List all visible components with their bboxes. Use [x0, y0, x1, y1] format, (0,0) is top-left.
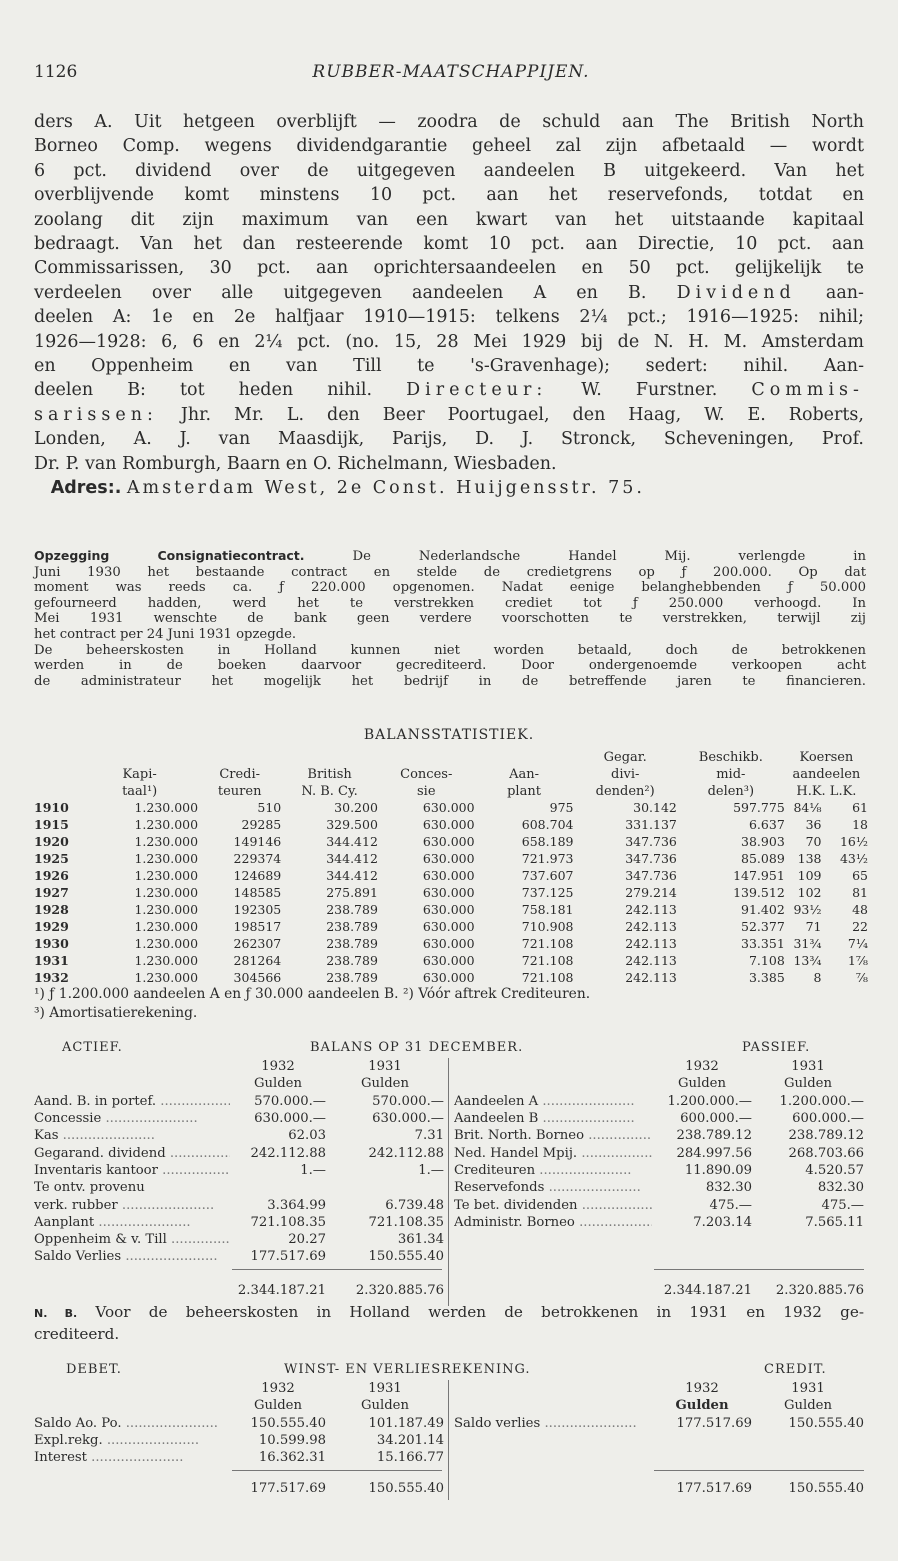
account-row: [34, 1162, 444, 1179]
account-row: [34, 1179, 444, 1196]
table-row: [34, 816, 868, 833]
table-cell: 597.775: [733, 800, 785, 815]
account-label: Reservefonds .....: [454, 1179, 652, 1196]
table-cell: 630.000: [422, 800, 475, 815]
table-cell: 242.113: [625, 919, 677, 934]
table-cell: 242.113: [625, 902, 677, 917]
account-value: 3.364.99: [267, 1197, 326, 1213]
account-value: 570.000.—: [254, 1093, 326, 1109]
body-paragraph: [34, 110, 864, 501]
body-line-directeur: deelen B: tot heden nihil. Directeur: W. Furstner. Commis-: [34, 380, 864, 401]
table-cell: 630.000: [422, 936, 475, 951]
table-cell: 71: [805, 919, 822, 934]
table-cell: 229374: [233, 851, 282, 866]
account-row: [34, 1110, 444, 1127]
table-cell: 30.142: [633, 800, 677, 815]
account-value: 1.200.000.—: [667, 1093, 752, 1109]
dividend-term: Dividend: [676, 282, 796, 303]
table-cell: 124689: [233, 868, 282, 883]
table-cell: 344.412: [326, 834, 378, 849]
body-line: deelen A: 1e en 2e halfjaar 1910—1915: telkens 2¼ pct.; 1916—1925: nihil;: [34, 307, 864, 328]
table-row: [34, 799, 868, 816]
account-value: 6.739.48: [385, 1197, 444, 1213]
account-row: [454, 1179, 864, 1196]
table-cell: 7.108: [748, 953, 785, 968]
year-cell: 1920: [34, 834, 69, 849]
table-cell: 1.230.000: [134, 800, 199, 815]
table-cell: 1.230.000: [134, 919, 199, 934]
account-label: Aanplant .....: [34, 1214, 230, 1231]
account-value: 1.200.000.—: [779, 1093, 864, 1109]
account-label: Brit. North. Borneo .....: [454, 1127, 652, 1144]
account-row: [454, 1110, 864, 1127]
account-value: 150.555.40: [368, 1249, 444, 1265]
year-cell: 1932: [34, 970, 69, 985]
nb-prefix: N. B.: [34, 1307, 78, 1320]
account-value: 10.599.98: [258, 1433, 326, 1449]
account-value: 1.—: [300, 1162, 326, 1178]
table-cell: 344.412: [326, 851, 378, 866]
account-value: 570.000.—: [372, 1093, 444, 1109]
year-cell: 1931: [34, 953, 69, 968]
account-row: [454, 1093, 864, 1110]
wv-divider: [448, 1380, 449, 1500]
table-cell: 242.113: [625, 970, 677, 985]
body-line-adres: Adres:. Amsterdam West, 2e Const. Huijgensstr. 75.: [50, 478, 645, 499]
body-line: Londen, A. J. van Maasdijk, Parijs, D. J. Stronck, Scheveningen, Prof.: [34, 429, 864, 450]
account-label: Crediteuren .....: [454, 1162, 652, 1179]
body-line: bedraagt. Van het dan resteerende komt 10 pct. aan Directie, 10 pct. aan: [34, 234, 864, 255]
year-cell: 1927: [34, 885, 69, 900]
table-cell: 3.385: [748, 970, 785, 985]
table-cell: 91.402: [741, 902, 785, 917]
account-value: 268.703.66: [788, 1145, 864, 1161]
table-cell: 630.000: [422, 919, 475, 934]
account-value: 242.112.88: [368, 1145, 444, 1161]
table-row: [34, 935, 868, 952]
activa-table: 1932 1931 Gulden Gulden Aand. B. in portef. ..... 570.000.— 570.000.— Concessie ..... 630.000.— 630.000.— Kas ..... 62.03 7.31 Gegarand. dividend ..... 242.112.88 242.112.88 Inventaris kantoor ..... 1.— 1.— Te ontv. provenu verk. rubber ..... 3.364.99 6.739.48 Aanplant ..... 721.108.35 721.108.35 Oppenheim & v. Till ..... 20.27 361.34 Saldo Verlies ..... 177.517.69 150.555.40: [34, 1058, 444, 1266]
table-cell: 13¾: [793, 953, 822, 968]
balansstatistiek-body: [34, 799, 868, 986]
account-value: 101.187.49: [368, 1415, 444, 1431]
table-cell: 758.181: [521, 902, 574, 917]
table-cell: 238.789: [326, 936, 378, 951]
table-cell: 1.230.000: [134, 902, 199, 917]
table-cell: 22: [852, 919, 868, 934]
activa-total-rule: [232, 1269, 442, 1270]
account-label: Administr. Borneo .....: [454, 1214, 652, 1231]
table-cell: 147.951: [733, 868, 785, 883]
table-row: [34, 867, 868, 884]
table-cell: 238.789: [326, 919, 378, 934]
page-number: 1126: [34, 62, 78, 82]
account-value: 721.108.35: [250, 1214, 326, 1230]
account-label: Aandeelen A .....: [454, 1093, 652, 1110]
account-label: Aandeelen B .....: [454, 1110, 652, 1127]
account-row: [34, 1415, 444, 1432]
adres-term: Adres:.: [50, 478, 122, 499]
account-value: 630.000.—: [372, 1111, 444, 1127]
table-cell: 347.736: [625, 834, 677, 849]
account-row: [34, 1432, 444, 1449]
table-cell: 721.108: [521, 953, 574, 968]
body-line: Commissarissen, 30 pct. aan oprichtersaandeelen en 50 pct. gelijkelijk te: [34, 258, 864, 279]
table-cell: 81: [852, 885, 868, 900]
header-row-3: taal¹) teuren N. B. Cy. sie plant denden²) delen³) H.K. L.K.: [122, 784, 857, 799]
account-row: [34, 1449, 444, 1466]
account-value: 7.203.14: [693, 1214, 752, 1230]
table-cell: 347.736: [625, 851, 677, 866]
table-cell: 36: [805, 817, 822, 832]
account-row: [34, 1144, 444, 1161]
credit-total: 177.517.69 150.555.40: [676, 1481, 864, 1497]
year-cell: 1930: [34, 936, 69, 951]
year-cell: 1929: [34, 919, 69, 934]
table-cell: 347.736: [625, 868, 677, 883]
table-cell: 1⅞: [847, 953, 868, 968]
account-value: [326, 1179, 444, 1196]
account-label: Expl.rekg. .....: [34, 1432, 230, 1449]
table-cell: 510: [257, 800, 282, 815]
table-cell: 1.230.000: [134, 970, 199, 985]
account-row: [454, 1144, 864, 1161]
opzegging-paragraph: Opzegging Consignatiecontract. De Nederlandsche Handel Mij. verlengde in Juni 1930 het bestaande contract en stelde de credietgrens op ƒ 200.000. Op dat moment was reeds ca. ƒ 220.000 opgenomen. Nadat eenige belanghebbenden ƒ 50.000 gefourneerd hadden, werd het te verstrekken crediet tot ƒ 250.000 verhoogd. In Mei 1931 wenschte de bank geen verdere voorschotten te verstrekken, terwijl zij het contract per 24 Juni 1931 opzegde. De beheerskosten in Holland kunnen niet worden betaald, doch de betrokkenen werden in de boeken daarvoor gecrediteerd. Door ondergenoemde verkoopen acht de administrateur het mogelijk het bedrijf in de betreffende jaren te financieren.: [34, 548, 866, 689]
account-value: 284.997.56: [676, 1145, 752, 1161]
table-cell: 238.789: [326, 970, 378, 985]
account-label: Oppenheim & v. Till .....: [34, 1231, 230, 1248]
account-label: Ned. Handel Mpij. .....: [454, 1144, 652, 1161]
table-cell: 109: [797, 868, 822, 883]
table-cell: 8: [813, 970, 822, 985]
table-row: [34, 918, 868, 935]
table-cell: 242.113: [625, 953, 677, 968]
account-value: 361.34: [397, 1232, 444, 1248]
account-value: 1.—: [418, 1162, 444, 1178]
table-cell: 630.000: [422, 902, 475, 917]
commissarissen-term: Commis-: [751, 380, 864, 401]
account-row: [34, 1214, 444, 1231]
body-line-commissarissen: sarissen: Jhr. Mr. L. den Beer Poortugael, den Haag, W. E. Roberts,: [34, 404, 864, 425]
table-cell: 630.000: [422, 817, 475, 832]
table-cell: 238.789: [326, 953, 378, 968]
table-cell: 138: [797, 851, 822, 866]
year-cell: 1910: [34, 800, 69, 815]
account-value: 177.517.69: [676, 1415, 752, 1431]
table-cell: 1.230.000: [134, 885, 199, 900]
body-line: overblijvende komt minstens 10 pct. aan het reservefonds, totdat en: [34, 185, 864, 206]
account-value: 34.201.14: [376, 1433, 444, 1449]
table-cell: 238.789: [326, 902, 378, 917]
table-cell: 1.230.000: [134, 936, 199, 951]
account-row: [34, 1231, 444, 1248]
body-line-dividend: verdeelen over alle uitgegeven aandeelen A en B. Dividend aan-: [34, 282, 864, 303]
account-value: 238.789.12: [676, 1128, 752, 1144]
account-value: 475.—: [709, 1197, 752, 1213]
table-cell: 1.230.000: [134, 953, 199, 968]
activa-label: ACTIEF.: [62, 1040, 123, 1055]
table-cell: 149146: [233, 834, 282, 849]
account-value: 7.565.11: [805, 1214, 864, 1230]
table-cell: 281264: [233, 953, 282, 968]
table-cell: 102: [797, 885, 822, 900]
table-cell: 198517: [233, 919, 282, 934]
account-value: 238.789.12: [788, 1128, 864, 1144]
table-row: [34, 833, 868, 850]
table-cell: 18: [852, 817, 868, 832]
account-row: [454, 1196, 864, 1213]
table-cell: 139.512: [733, 885, 785, 900]
debet-label: DEBET.: [66, 1362, 122, 1377]
account-row: [34, 1196, 444, 1213]
year-cell: 1915: [34, 817, 69, 832]
table-cell: 1.230.000: [134, 834, 199, 849]
account-value: 16.362.31: [258, 1450, 326, 1466]
table-cell: 1.230.000: [134, 817, 199, 832]
year-cell: 1926: [34, 868, 69, 883]
account-value: 20.27: [288, 1232, 326, 1248]
table-cell: 710.908: [521, 919, 574, 934]
table-cell: 275.891: [326, 885, 378, 900]
account-value: 4.520.57: [805, 1162, 864, 1178]
table-cell: 16½: [839, 834, 868, 849]
column-divider: [448, 1058, 449, 1306]
table-cell: 658.189: [521, 834, 574, 849]
body-line: ders A. Uit hetgeen overblijft — zoodra de schuld aan The British North: [34, 112, 864, 132]
wv-title: WINST- EN VERLIESREKENING.: [284, 1362, 531, 1377]
account-label: Te bet. dividenden .....: [454, 1196, 652, 1213]
account-label: Saldo verlies .....: [454, 1415, 652, 1432]
account-value: 11.890.09: [684, 1162, 752, 1178]
account-label: verk. rubber .....: [34, 1196, 230, 1213]
table-cell: 630.000: [422, 834, 475, 849]
table-cell: 65: [852, 868, 868, 883]
table-cell: 304566: [233, 970, 282, 985]
activa-total: 2.344.187.21 2.320.885.76: [237, 1283, 444, 1299]
account-label: Saldo Ao. Po. .....: [34, 1415, 230, 1432]
table-row: [34, 884, 868, 901]
year-cell: 1928: [34, 902, 69, 917]
account-value: 475.—: [821, 1197, 864, 1213]
account-value: 7.31: [414, 1128, 444, 1144]
table-cell: 30.200: [334, 800, 378, 815]
account-label: Gegarand. dividend .....: [34, 1144, 230, 1161]
debet-table: 1932 1931 Gulden Gulden Saldo Ao. Po. ..... 150.555.40 101.187.49 Expl.rekg. ..... 10.599.98 34.201.14 Interest ..... 16.362.31 15.166.77: [34, 1380, 444, 1466]
directeur-term: Directeur:: [406, 380, 548, 401]
table-cell: 242.113: [625, 936, 677, 951]
table-cell: 975: [549, 800, 574, 815]
table-cell: 630.000: [422, 868, 475, 883]
table-cell: 1.230.000: [134, 868, 199, 883]
account-row: [34, 1093, 444, 1110]
table-cell: 84⅛: [793, 800, 822, 815]
passiva-total: 2.344.187.21 2.320.885.76: [663, 1283, 864, 1299]
account-value: 630.000.—: [254, 1111, 326, 1127]
account-value: 150.555.40: [788, 1415, 864, 1431]
table-cell: 721.973: [521, 851, 574, 866]
balans-title: BALANS OP 31 DECEMBER.: [310, 1040, 524, 1055]
nb-paragraph: N. B. Voor de beheerskosten in Holland werden de betrokkenen in 1931 en 1932 ge- crediteerd.: [34, 1303, 865, 1343]
table-cell: 6.637: [748, 817, 785, 832]
table-cell: 262307: [233, 936, 282, 951]
account-value: 62.03: [288, 1128, 326, 1144]
table-row: [34, 850, 868, 867]
table-cell: 33.351: [741, 936, 785, 951]
table-cell: 630.000: [422, 953, 475, 968]
account-value: 600.000.—: [792, 1111, 864, 1127]
running-title: RUBBER-MAATSCHAPPIJEN.: [312, 62, 590, 82]
credit-table: 1932 1931 Gulden Gulden Saldo verlies ..... 177.517.69 150.555.40: [454, 1380, 864, 1432]
account-row: [34, 1127, 444, 1144]
account-value: 832.30: [705, 1180, 752, 1196]
table-cell: 29285: [241, 817, 282, 832]
table-cell: 331.137: [625, 817, 677, 832]
account-row: [34, 1248, 444, 1265]
body-line: Borneo Comp. wegens dividendgarantie geheel zal zijn afbetaald — wordt: [34, 136, 864, 157]
account-value: 15.166.77: [376, 1450, 444, 1466]
passiva-label: PASSIEF.: [742, 1040, 811, 1055]
table-cell: 31¾: [793, 936, 822, 951]
account-row: [454, 1162, 864, 1179]
credit-label: CREDIT.: [764, 1362, 827, 1377]
header-row-1: Gegar. Beschikb. Koersen: [603, 750, 854, 765]
page-header: [34, 62, 868, 88]
table-cell: 43½: [839, 851, 868, 866]
account-label: Interest .....: [34, 1449, 230, 1466]
account-row: [454, 1127, 864, 1144]
table-cell: 1.230.000: [134, 851, 199, 866]
table-cell: 329.500: [326, 817, 378, 832]
table-cell: 630.000: [422, 885, 475, 900]
table-row: [34, 969, 868, 986]
body-line: 6 pct. dividend over de uitgegeven aandeelen B uitgekeerd. Van het: [34, 160, 864, 181]
table-cell: 93½: [793, 902, 822, 917]
table-cell: 52.377: [741, 919, 785, 934]
year-cell: 1925: [34, 851, 69, 866]
account-label: Concessie .....: [34, 1110, 230, 1127]
table-cell: 737.607: [521, 868, 574, 883]
footnote-1: ¹) ƒ 1.200.000 aandeelen A en ƒ 30.000 aandeelen B. ²) Vóór aftrek Crediteuren.: [34, 986, 591, 1002]
table-cell: ⅞: [855, 970, 868, 985]
table-cell: 61: [852, 800, 868, 815]
table-row: [34, 952, 868, 969]
table-cell: 192305: [233, 902, 282, 917]
table-cell: 7¼: [847, 936, 868, 951]
account-value: 242.112.88: [250, 1145, 326, 1161]
account-row: [454, 1415, 864, 1432]
footnote-2: ³) Amortisatierekening.: [34, 1005, 198, 1021]
opzegging-heading: Opzegging Consignatiecontract.: [34, 548, 305, 563]
table-cell: 630.000: [422, 970, 475, 985]
debet-total-rule: [232, 1470, 442, 1471]
table-cell: 38.903: [741, 834, 785, 849]
passiva-table: 1932 1931 Gulden Gulden Aandeelen A ..... 1.200.000.— 1.200.000.— Aandeelen B ..... 600.000.— 600.000.— Brit. North. Borneo ..... 238.789.12 238.789.12 Ned. Handel Mpij. ..... 284.997.56 268.703.66 Crediteuren ..... 11.890.09 4.520.57 Reservefonds ..... 832.30 832.30 Te bet. dividenden ..... 475.— 475.— Administr. Borneo ..... 7.203.14 7.565.11: [454, 1058, 864, 1231]
table-cell: 608.704: [521, 817, 574, 832]
account-value: 177.517.69: [250, 1249, 326, 1265]
table-cell: 279.214: [625, 885, 677, 900]
table-cell: 737.125: [521, 885, 574, 900]
table-cell: 70: [805, 834, 822, 849]
account-value: 150.555.40: [250, 1415, 326, 1431]
account-value: 832.30: [817, 1180, 864, 1196]
body-line: en Oppenheim en van Till te 's-Gravenhage); sedert: nihil. Aan-: [34, 356, 864, 377]
balansstatistiek-title: BALANSSTATISTIEK.: [363, 727, 535, 743]
credit-total-rule: [654, 1470, 864, 1471]
table-cell: 721.108: [521, 970, 574, 985]
body-line: zoolang dit zijn maximum van een kwart van het uitstaande kapitaal: [34, 209, 864, 230]
balansstatistiek-table: [34, 748, 868, 986]
header-row-2: Kapi- Credi- British Conces- Aan- divi- mid- aandeelen: [122, 767, 861, 782]
table-cell: 148585: [233, 885, 282, 900]
table-cell: 721.108: [521, 936, 574, 951]
table-cell: 344.412: [326, 868, 378, 883]
table-cell: 48: [852, 902, 868, 917]
account-label: Saldo Verlies .....: [34, 1248, 230, 1265]
debet-total: 177.517.69 150.555.40: [250, 1481, 444, 1497]
table-cell: 630.000: [422, 851, 475, 866]
body-line: 1926—1928: 6, 6 en 2¼ pct. (no. 15, 28 Mei 1929 bij de N. H. M. Amsterdam: [34, 331, 864, 352]
table-row: [34, 901, 868, 918]
passiva-total-rule: [654, 1269, 864, 1270]
account-label: Te ontv. provenu: [34, 1180, 145, 1196]
account-label: Aand. B. in portef. .....: [34, 1093, 230, 1110]
body-line: Dr. P. van Romburgh, Baarn en O. Richelmann, Wiesbaden.: [34, 453, 557, 474]
account-value: [230, 1179, 326, 1196]
table-cell: 85.089: [741, 851, 785, 866]
account-label: Inventaris kantoor .....: [34, 1162, 230, 1179]
account-value: 600.000.—: [680, 1111, 752, 1127]
account-row: [454, 1214, 864, 1231]
account-label: Kas .....: [34, 1127, 230, 1144]
account-value: 721.108.35: [368, 1214, 444, 1230]
